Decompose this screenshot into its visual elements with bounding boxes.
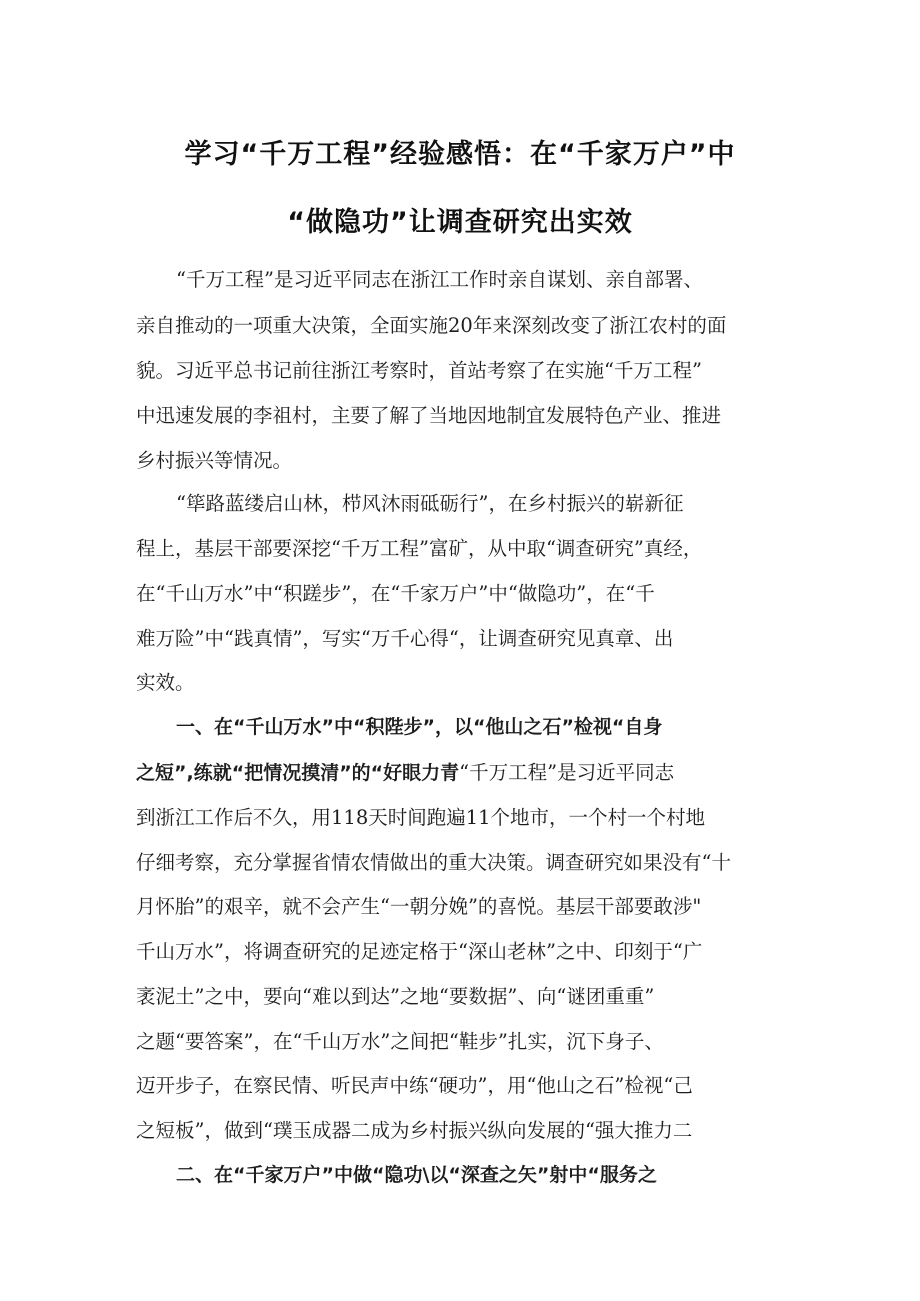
title-line-1: 学习“千万工程”经验感悟：在“千家万户”中 <box>184 139 736 170</box>
section1-body-line-7: 迈开步子，在察民情、听民声中练“硬功”，用“他山之石”检视“己 <box>136 1074 693 1097</box>
section1-body-line-1: 到浙江工作后不久，用118天时间跑遍11个地市，一个村一个村地 <box>136 806 706 829</box>
section1-body-line-3: 月怀胎”的艰辛，就不会产生“一朝分娩”的喜悦。基层干部要敢涉" <box>136 895 702 918</box>
section1-body-line-4: 千山万水”，将调查研究的足迹定格于“深山老林”之中、印刻于“广 <box>136 940 703 963</box>
section2-heading-line-1: 二、在“千家万户”中做“隐功\以“深查之矢”射中“服务之 <box>176 1164 657 1186</box>
paragraph2-line-4: 难万险”中“践真情”，写实“万千心得“，让调查研究见真章、出 <box>136 627 674 650</box>
section1-body-line-2: 仔细考察，充分掌握省情农情做出的重大决策。调查研究如果没有“十 <box>136 851 731 874</box>
section1-body-line-8: 之短板”，做到“璞玉成器二成为乡村振兴纵向发展的“强大推力二 <box>136 1119 693 1142</box>
paragraph1-line-3: 貌。习近平总书记前往浙江考察时，首站考察了在实施“千万工程” <box>136 359 702 382</box>
paragraph2-line-3: 在“千山万水”中“积蹉步”，在“千家万户”中“做隐功”，在“千 <box>136 582 655 605</box>
paragraph1-line-5: 乡村振兴等情况。 <box>136 449 293 472</box>
paragraph1-line-1: “千万工程”是习近平同志在浙江工作时亲自谋划、亲自部署、 <box>176 268 703 291</box>
section1-body-line-6: 之题“要答案”，在“千山万水”之间把“鞋步”扎实，沉下身子、 <box>136 1030 664 1053</box>
section1-body-line-5: 袤泥土”之中，要向“难以到达”之地“要数据”、向“谜团重重” <box>136 985 655 1008</box>
paragraph2-line-1: “筚路蓝缕启山林，栉风沐雨砥砺行”，在乡村振兴的崭新征 <box>176 492 684 515</box>
title-line-2: “做隐功”让调查研究出实效 <box>287 207 633 238</box>
section1-line-2 <box>136 763 674 783</box>
paragraph2-line-5: 实效。 <box>136 671 195 694</box>
paragraph1-line-2: 亲自推动的一项重大决策，全面实施20年来深刻改变了浙江农村的面 <box>136 314 727 337</box>
section1-heading-line-1: 一、在“千山万水”中“积陛步”，以“他山之石”检视“自身 <box>176 716 663 738</box>
paragraph1-line-4: 中迅速发展的李祖村，主要了解了当地因地制宜发展特色产业、推进 <box>136 404 722 427</box>
section1-heading-line-2: 之短”,练就“把情况摸清”的“好眼力青 <box>136 762 460 784</box>
section1-line-2-text: “千万工程”是习近平同志 <box>459 761 675 784</box>
paragraph2-line-2: 程上，基层干部要深挖“千万工程”富矿，从中取“调查研究”真经， <box>136 537 703 560</box>
